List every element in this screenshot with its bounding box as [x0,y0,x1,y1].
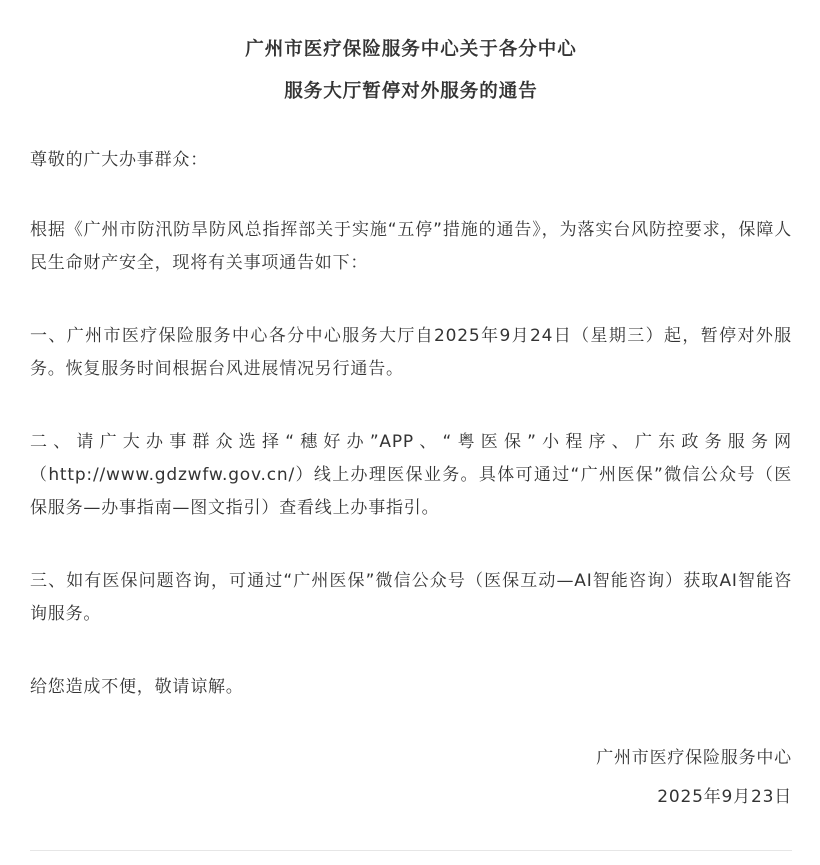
item-2-paragraph: 二、请广大办事群众选择“穗好办”APP、“粤医保”小程序、广东政务服务网（http://www.gdzwfw.gov.cn/）线上办理医保业务。具体可通过“广州医保”微信公众号（医保服务—办事指南—图文指引）查看线上办事指引。 [30,432,792,518]
bottom-divider [30,850,792,851]
greeting: 尊敬的广大办事群众： [30,150,208,170]
item-3-paragraph: 三、如有医保问题咨询，可通过“广州医保”微信公众号（医保互动—AI智能咨询）获取AI智能咨询服务。 [30,571,792,624]
notice-document [30,0,792,814]
item-1-paragraph: 一、广州市医疗保险服务中心各分中心服务大厅自2025年9月24日（星期三）起，暂停对外服务。恢复服务时间根据台风进展情况另行通告。 [30,326,792,379]
notice-title-line-2: 服务大厅暂停对外服务的通告 [284,81,538,102]
signature-organization: 广州市医疗保险服务中心 [596,748,792,768]
apology-paragraph: 给您造成不便，敬请谅解。 [30,677,244,697]
notice-title-line-1: 广州市医疗保险服务中心关于各分中心 [245,39,577,60]
intro-paragraph: 根据《广州市防汛防旱防风总指挥部关于实施“五停”措施的通告》，为落实台风防控要求，保障人民生命财产安全，现将有关事项通告如下： [30,220,792,273]
signature-date: 2025年9月23日 [657,787,792,807]
